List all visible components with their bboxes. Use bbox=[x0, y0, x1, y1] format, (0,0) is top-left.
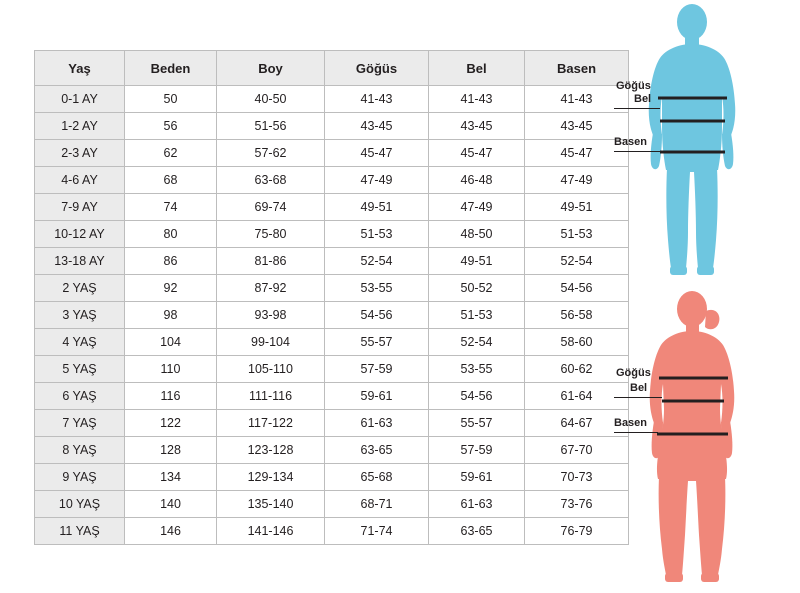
cell-hip: 61-64 bbox=[525, 383, 629, 410]
cell-height: 57-62 bbox=[217, 140, 325, 167]
size-chart-table bbox=[34, 50, 629, 545]
cell-chest: 54-56 bbox=[325, 302, 429, 329]
table-row bbox=[35, 410, 629, 437]
table-row bbox=[35, 491, 629, 518]
table-row bbox=[35, 437, 629, 464]
table-row bbox=[35, 167, 629, 194]
cell-size: 134 bbox=[125, 464, 217, 491]
cell-height: 135-140 bbox=[217, 491, 325, 518]
cell-waist: 55-57 bbox=[429, 410, 525, 437]
cell-hip: 56-58 bbox=[525, 302, 629, 329]
cell-height: 75-80 bbox=[217, 221, 325, 248]
cell-chest: 51-53 bbox=[325, 221, 429, 248]
cell-waist: 63-65 bbox=[429, 518, 525, 545]
cell-age: 8 YAŞ bbox=[35, 437, 125, 464]
boy-waist-label: Bel bbox=[634, 93, 652, 105]
table-row bbox=[35, 221, 629, 248]
girl-figure bbox=[614, 287, 800, 593]
cell-height: 123-128 bbox=[217, 437, 325, 464]
cell-hip: 73-76 bbox=[525, 491, 629, 518]
cell-size: 98 bbox=[125, 302, 217, 329]
cell-waist: 41-43 bbox=[429, 86, 525, 113]
cell-age: 0-1 AY bbox=[35, 86, 125, 113]
table-row bbox=[35, 518, 629, 545]
cell-age: 10 YAŞ bbox=[35, 491, 125, 518]
cell-height: 69-74 bbox=[217, 194, 325, 221]
cell-age: 9 YAŞ bbox=[35, 464, 125, 491]
cell-height: 87-92 bbox=[217, 275, 325, 302]
cell-size: 128 bbox=[125, 437, 217, 464]
cell-height: 111-116 bbox=[217, 383, 325, 410]
size-chart-container bbox=[34, 50, 629, 545]
cell-waist: 49-51 bbox=[429, 248, 525, 275]
cell-waist: 52-54 bbox=[429, 329, 525, 356]
cell-height: 117-122 bbox=[217, 410, 325, 437]
girl-silhouette-icon bbox=[620, 287, 800, 593]
cell-waist: 47-49 bbox=[429, 194, 525, 221]
cell-size: 56 bbox=[125, 113, 217, 140]
table-header-row bbox=[35, 51, 629, 86]
cell-size: 92 bbox=[125, 275, 217, 302]
cell-waist: 48-50 bbox=[429, 221, 525, 248]
boy-figure bbox=[614, 0, 800, 287]
cell-age: 6 YAŞ bbox=[35, 383, 125, 410]
cell-age: 4-6 AY bbox=[35, 167, 125, 194]
cell-height: 93-98 bbox=[217, 302, 325, 329]
boy-chest-label: Göğüs bbox=[616, 80, 651, 92]
column-header-height: Boy bbox=[217, 51, 325, 86]
cell-size: 140 bbox=[125, 491, 217, 518]
cell-waist: 43-45 bbox=[429, 113, 525, 140]
cell-chest: 59-61 bbox=[325, 383, 429, 410]
cell-hip: 64-67 bbox=[525, 410, 629, 437]
table-row bbox=[35, 464, 629, 491]
cell-chest: 65-68 bbox=[325, 464, 429, 491]
column-header-waist: Bel bbox=[429, 51, 525, 86]
table-row bbox=[35, 275, 629, 302]
girl-hip-label: Basen bbox=[614, 417, 648, 429]
cell-waist: 59-61 bbox=[429, 464, 525, 491]
table-row bbox=[35, 194, 629, 221]
column-header-size: Beden bbox=[125, 51, 217, 86]
cell-height: 99-104 bbox=[217, 329, 325, 356]
cell-height: 63-68 bbox=[217, 167, 325, 194]
table-row bbox=[35, 383, 629, 410]
cell-hip: 54-56 bbox=[525, 275, 629, 302]
cell-age: 13-18 AY bbox=[35, 248, 125, 275]
cell-chest: 47-49 bbox=[325, 167, 429, 194]
table-row bbox=[35, 248, 629, 275]
cell-height: 141-146 bbox=[217, 518, 325, 545]
cell-hip: 58-60 bbox=[525, 329, 629, 356]
body-diagrams bbox=[614, 0, 800, 593]
cell-chest: 57-59 bbox=[325, 356, 429, 383]
cell-age: 7-9 AY bbox=[35, 194, 125, 221]
cell-age: 11 YAŞ bbox=[35, 518, 125, 545]
cell-size: 62 bbox=[125, 140, 217, 167]
cell-hip: 41-43 bbox=[525, 86, 629, 113]
cell-age: 2 YAŞ bbox=[35, 275, 125, 302]
cell-age: 10-12 AY bbox=[35, 221, 125, 248]
cell-hip: 51-53 bbox=[525, 221, 629, 248]
cell-size: 80 bbox=[125, 221, 217, 248]
boy-hip-leader bbox=[614, 151, 660, 152]
cell-hip: 43-45 bbox=[525, 113, 629, 140]
cell-waist: 46-48 bbox=[429, 167, 525, 194]
cell-size: 104 bbox=[125, 329, 217, 356]
cell-height: 81-86 bbox=[217, 248, 325, 275]
cell-hip: 52-54 bbox=[525, 248, 629, 275]
cell-age: 3 YAŞ bbox=[35, 302, 125, 329]
cell-age: 7 YAŞ bbox=[35, 410, 125, 437]
cell-size: 110 bbox=[125, 356, 217, 383]
cell-age: 1-2 AY bbox=[35, 113, 125, 140]
girl-hip-leader bbox=[614, 432, 658, 433]
cell-size: 50 bbox=[125, 86, 217, 113]
cell-height: 40-50 bbox=[217, 86, 325, 113]
column-header-hip: Basen bbox=[525, 51, 629, 86]
table-row bbox=[35, 140, 629, 167]
cell-height: 129-134 bbox=[217, 464, 325, 491]
cell-chest: 68-71 bbox=[325, 491, 429, 518]
cell-chest: 63-65 bbox=[325, 437, 429, 464]
cell-size: 68 bbox=[125, 167, 217, 194]
cell-size: 116 bbox=[125, 383, 217, 410]
column-header-chest: Göğüs bbox=[325, 51, 429, 86]
cell-chest: 45-47 bbox=[325, 140, 429, 167]
cell-hip: 60-62 bbox=[525, 356, 629, 383]
cell-chest: 52-54 bbox=[325, 248, 429, 275]
column-header-age: Yaş bbox=[35, 51, 125, 86]
girl-waist-label: Bel bbox=[630, 382, 648, 394]
cell-waist: 50-52 bbox=[429, 275, 525, 302]
table-row bbox=[35, 356, 629, 383]
cell-hip: 67-70 bbox=[525, 437, 629, 464]
table-row bbox=[35, 113, 629, 140]
cell-chest: 43-45 bbox=[325, 113, 429, 140]
cell-chest: 55-57 bbox=[325, 329, 429, 356]
cell-hip: 76-79 bbox=[525, 518, 629, 545]
cell-waist: 45-47 bbox=[429, 140, 525, 167]
table-row bbox=[35, 302, 629, 329]
cell-hip: 70-73 bbox=[525, 464, 629, 491]
cell-age: 4 YAŞ bbox=[35, 329, 125, 356]
boy-waist-leader bbox=[614, 108, 660, 109]
cell-size: 146 bbox=[125, 518, 217, 545]
table-row bbox=[35, 86, 629, 113]
table-row bbox=[35, 329, 629, 356]
boy-hip-label: Basen bbox=[614, 136, 648, 148]
cell-waist: 54-56 bbox=[429, 383, 525, 410]
cell-waist: 51-53 bbox=[429, 302, 525, 329]
cell-waist: 61-63 bbox=[429, 491, 525, 518]
cell-size: 74 bbox=[125, 194, 217, 221]
cell-hip: 45-47 bbox=[525, 140, 629, 167]
girl-waist-leader bbox=[614, 397, 662, 398]
cell-height: 51-56 bbox=[217, 113, 325, 140]
cell-chest: 41-43 bbox=[325, 86, 429, 113]
cell-hip: 49-51 bbox=[525, 194, 629, 221]
cell-hip: 47-49 bbox=[525, 167, 629, 194]
cell-waist: 53-55 bbox=[429, 356, 525, 383]
cell-chest: 71-74 bbox=[325, 518, 429, 545]
cell-height: 105-110 bbox=[217, 356, 325, 383]
cell-waist: 57-59 bbox=[429, 437, 525, 464]
cell-age: 2-3 AY bbox=[35, 140, 125, 167]
cell-size: 86 bbox=[125, 248, 217, 275]
cell-chest: 49-51 bbox=[325, 194, 429, 221]
cell-chest: 61-63 bbox=[325, 410, 429, 437]
cell-age: 5 YAŞ bbox=[35, 356, 125, 383]
cell-size: 122 bbox=[125, 410, 217, 437]
girl-chest-label: Göğüs bbox=[616, 367, 651, 379]
cell-chest: 53-55 bbox=[325, 275, 429, 302]
